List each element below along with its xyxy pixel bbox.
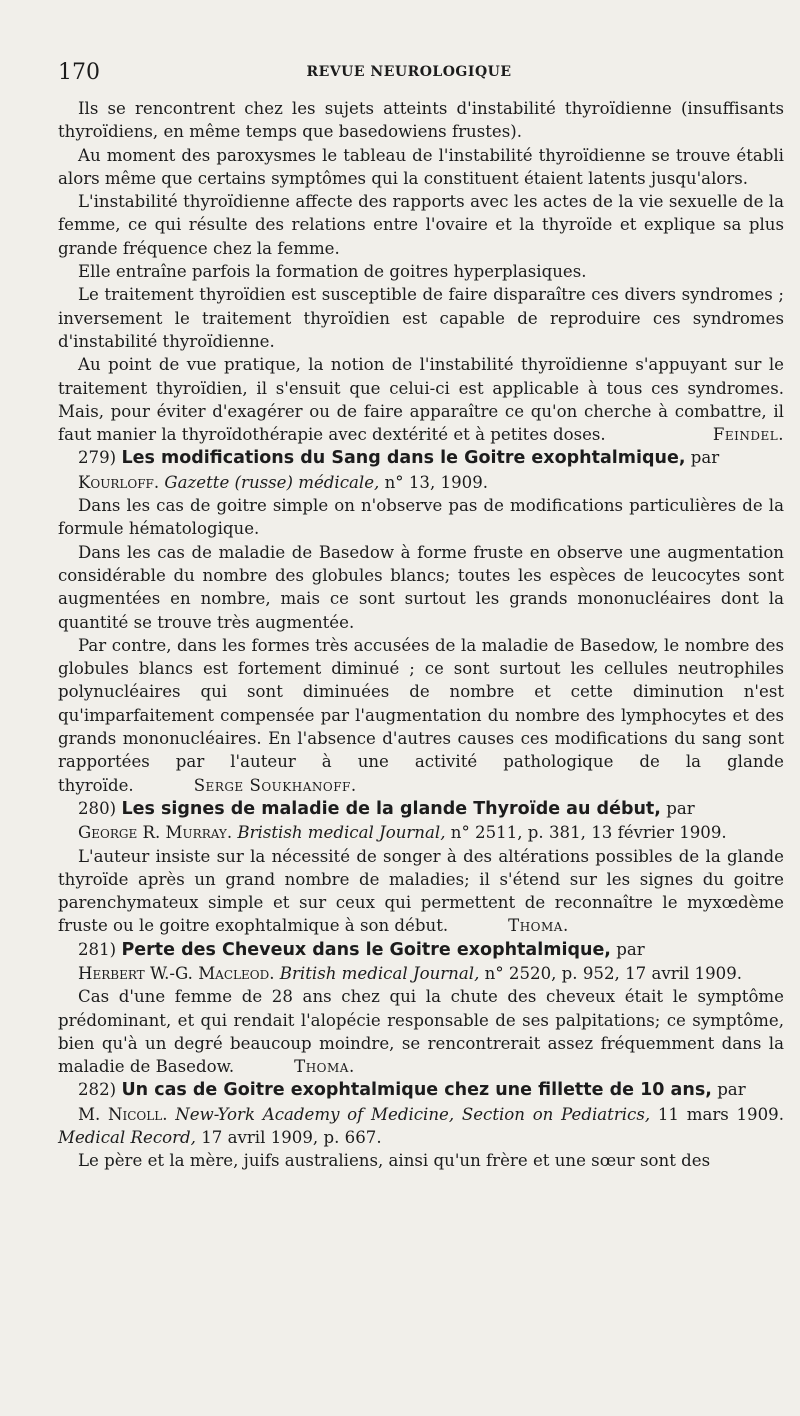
entry-reference: 11 mars 1909.	[657, 1104, 784, 1124]
signature: Feindel.	[712, 425, 784, 445]
entry-paragraph-text: Cas d'une femme de 28 ans chez qui la chute des cheveux était le symptôme prédominant, et qui rendait l'alopécie responsable de ses palpitations; ce symptôme, bien qu'à un degré beaucoup moindre, se rencontrerait assez fréquemment dans la maladie de Basedow.	[58, 987, 784, 1077]
entry-paragraph: Dans les cas de goitre simple on n'observe pas de modifications particulières de la formule hématologique.	[58, 496, 784, 539]
entry-journal: Gazette (russe) médicale,	[164, 472, 380, 492]
page-body	[58, 97, 784, 1173]
entry-citation	[58, 471, 784, 494]
intro-paragraph: L'instabilité thyroïdienne affecte des rapports avec les actes de la vie sexuelle de la femme, ce qui résulte des relations entre l'ovaire et la thyroïde et explique sa plus grande fréquence chez la femme.	[58, 192, 784, 258]
entry-journal: British medical Journal,	[279, 963, 480, 983]
entry-citation	[58, 821, 784, 844]
entry-title: Un cas de Goitre exophtalmique chez une fillette de 10 ans,	[121, 1080, 712, 1101]
intro-paragraph: Ils se rencontrent chez les sujets atteints d'instabilité thyroïdienne (insuffisants thyroïdiens, en même temps que basedowiens frustes).	[58, 99, 784, 142]
signature: Thoma.	[508, 916, 569, 936]
signature: Serge Soukhanoff.	[193, 775, 357, 795]
entry-paragraph: Dans les cas de maladie de Basedow à forme fruste en observe une augmentation considérable du nombre des globules blancs; toutes les espèces de leucocytes sont augmentées en nombre, mais ce sont surtout les grands mononucléaires dont la quantité se trouve très augmentée.	[58, 542, 784, 632]
entry-heading	[58, 797, 784, 821]
entry-paragraph-text: L'auteur insiste sur la nécessité de songer à des altérations possibles de la glande thyroïde après un grand nombre de maladies; il s'étend sur les signes du goitre parenchymateux simple et sur ceux qui permettent de reconnaître le myxœdème fruste ou le goitre exophtalmique à son début.	[58, 846, 784, 936]
page-header	[58, 60, 760, 86]
entry-citation	[58, 1103, 784, 1150]
intro-paragraph	[58, 353, 784, 446]
intro-paragraph-text: Au point de vue pratique, la notion de l'instabilité thyroïdienne s'appuyant sur le traitement thyroïdien, il s'ensuit que celui-ci est applicable à tous ces syndromes. Mais, pour éviter d'exagérer ou de faire apparaître ce qu'on cherche à combattre, il faut manier la thyroïdothérapie avec dextérité et à petites doses.	[58, 355, 784, 445]
intro-paragraph: Elle entraîne parfois la formation de goitres hyperplasiques.	[78, 262, 587, 282]
entry-title: Les modifications du Sang dans le Goitre exophtalmique,	[121, 448, 686, 469]
entry-heading	[58, 938, 784, 962]
entry-journal: Medical Record,	[58, 1128, 196, 1148]
entry-number: 281)	[78, 939, 117, 959]
entry-author: Kourloff.	[78, 472, 160, 492]
entry-journal: Bristish medical Journal,	[237, 823, 446, 843]
entry-author: George R. Murray.	[78, 823, 233, 843]
entry-number: 282)	[78, 1080, 117, 1100]
page-number: 170	[58, 60, 100, 85]
entry-paragraph	[58, 634, 784, 797]
entry-heading	[58, 1078, 784, 1102]
entry-by: par	[666, 798, 695, 818]
entry-author: M. Nicoll.	[78, 1104, 168, 1124]
entry-paragraph	[58, 985, 784, 1078]
entry-title: Perte des Cheveux dans le Goitre exophtalmique,	[121, 939, 611, 960]
entry-reference: n° 2520, p. 952, 17 avril 1909.	[484, 963, 743, 983]
entry-reference: n° 13, 1909.	[384, 472, 489, 492]
entry-heading	[58, 446, 784, 470]
entry-journal: New-York Academy of Medicine, Section on Pediatrics,	[175, 1104, 651, 1124]
intro-paragraph: Au moment des paroxysmes le tableau de l'instabilité thyroïdienne se trouve établi alors même que certains symptômes qui la constituent étaient latents jusqu'alors.	[58, 145, 784, 188]
entry-number: 280)	[78, 798, 117, 818]
entry-by: par	[616, 939, 645, 959]
entry-reference: 17 avril 1909, p. 667.	[201, 1128, 382, 1148]
entry-number: 279)	[78, 448, 117, 468]
entry-reference: n° 2511, p. 381, 13 février 1909.	[450, 823, 727, 843]
entry-by: par	[717, 1080, 746, 1100]
entry-author: Herbert W.-G. Macleod.	[78, 963, 275, 983]
entry-paragraph	[58, 845, 784, 938]
entry-title: Les signes de maladie de la glande Thyroïde au début,	[121, 798, 661, 819]
intro-paragraph: Le traitement thyroïdien est susceptible de faire disparaître ces divers syndromes ; inversement le traitement thyroïdien est capable de reproduire ces syndromes d'instabilité thyroïdienne.	[58, 285, 784, 351]
entry-paragraph: Le père et la mère, juifs australiens, ainsi qu'un frère et une sœur sont des	[78, 1151, 711, 1171]
entry-paragraph-text: Par contre, dans les formes très accusées de la maladie de Basedow, le nombre des globules blancs est fortement diminué ; ce sont surtout les cellules neutrophiles polynucléaires qui sont diminuées de nombre et cette diminution n'est qu'imparfaitement compensée par l'augmentation du nombre des lymphocytes et des grands mononucléaires. En l'absence d'autres causes ces modifications du sang sont rapportées par l'auteur à une activité pathologique de la glande thyroïde.	[58, 635, 784, 795]
signature: Thoma.	[294, 1057, 355, 1077]
entry-by: par	[690, 448, 720, 468]
entry-citation	[58, 962, 784, 985]
running-title: REVUE NEUROLOGIQUE	[306, 64, 512, 80]
